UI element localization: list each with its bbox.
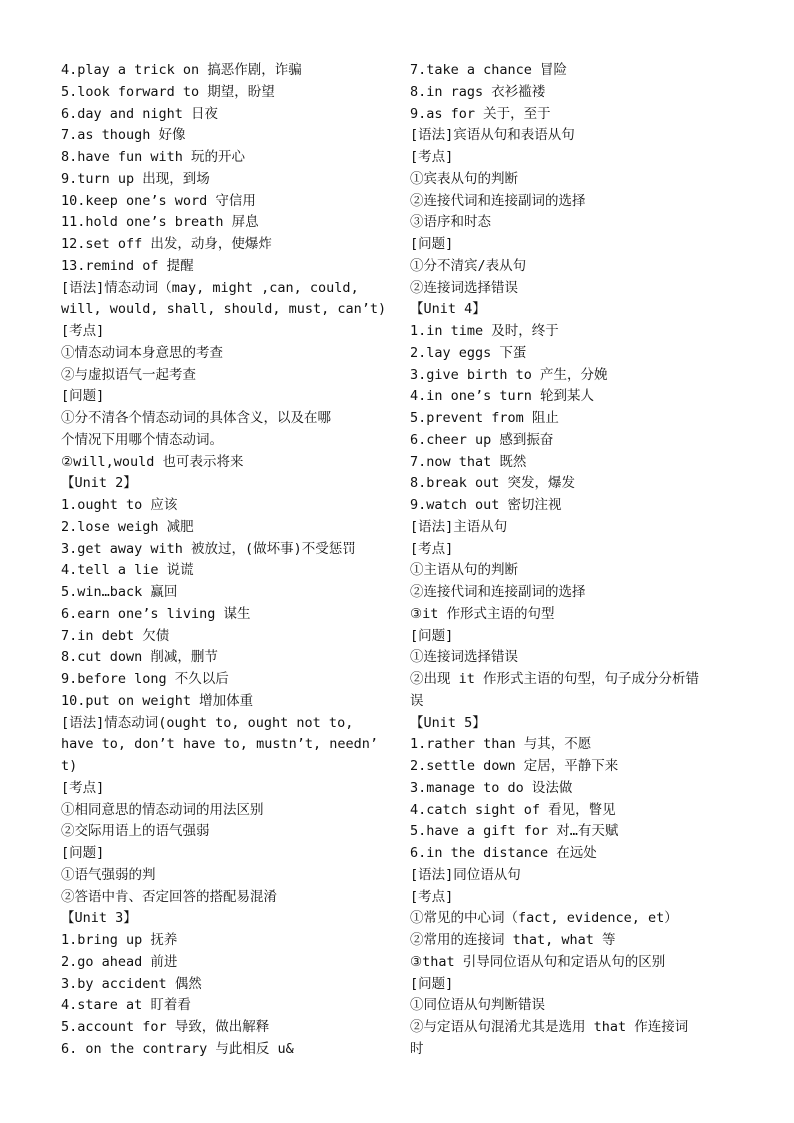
right-column-line: 3.give birth to 产生，分娩 (410, 366, 608, 383)
left-column-line: 【Unit 2】 (61, 475, 137, 492)
right-column-line: 时 (410, 1040, 424, 1057)
left-column-line: [语法]情态动词(ought to, ought not to, (61, 714, 354, 731)
left-column-line: 5.look forward to 期望，盼望 (61, 83, 275, 100)
right-column-line: [语法]宾语从句和表语从句 (410, 127, 575, 144)
right-column-line: ①同位语从句判断错误 (410, 997, 545, 1014)
left-column-line: 10.put on weight 增加体重 (61, 692, 254, 709)
right-column-line: 【Unit 4】 (410, 301, 486, 318)
left-column-line: have to, don’t have to, mustn’t, needn’ (61, 736, 378, 753)
right-column-line: [考点] (410, 149, 454, 165)
right-column-line: 9.as for 关于，至于 (410, 105, 551, 122)
left-column (61, 60, 391, 1061)
right-column-line: 6.cheer up 感到振奋 (410, 431, 554, 448)
right-column-line: ①主语从句的判断 (410, 562, 518, 579)
right-column-line: [问题] (410, 627, 454, 644)
left-column-line: 4.tell a lie 说谎 (61, 562, 194, 579)
right-column-line: ②连接代词和连接副词的选择 (410, 584, 586, 600)
left-column-line: 8.cut down 削减，删节 (61, 649, 218, 666)
left-column-line: 7.in debt 欠债 (61, 627, 170, 644)
right-column-line: [考点] (410, 888, 454, 905)
left-column-line: 9.before long 不久以后 (61, 671, 229, 687)
right-column (410, 60, 740, 1061)
right-column-line: ①常见的中心词（fact, evidence, et） (410, 910, 678, 927)
left-column-line: 5.win…back 赢回 (61, 584, 178, 600)
right-column-line: 1.rather than 与其，不愿 (410, 736, 592, 753)
right-column-line: ③it 作形式主语的句型 (410, 605, 555, 622)
right-column-line: ①连接词选择错误 (410, 649, 518, 666)
left-column-line: 3.get away with 被放过，(做坏事)不受惩罚 (61, 540, 356, 557)
left-column-line: ①语气强弱的判 (61, 866, 156, 883)
right-column-line: [语法]同位语从句 (410, 866, 521, 883)
right-column-line: 7.now that 既然 (410, 453, 527, 470)
left-column-line: ①相同意思的情态动词的用法区别 (61, 801, 264, 818)
right-column-line: 8.in rags 衣衫褴褛 (410, 83, 546, 100)
right-column-line: 2.settle down 定居，平静下来 (410, 758, 619, 774)
left-column-line: 【Unit 3】 (61, 910, 137, 927)
left-column-line: t) (61, 758, 78, 774)
left-column-line: 4.stare at 盯着看 (61, 997, 191, 1014)
left-column-line: ②交际用语上的语气强弱 (61, 823, 210, 840)
left-column-line: [问题] (61, 845, 105, 861)
right-column-line: 9.watch out 密切注视 (410, 497, 562, 513)
left-column-line: ①分不清各个情态动词的具体含义，以及在哪 (61, 410, 331, 426)
left-column-line: 12.set off 出发，动身，使爆炸 (61, 236, 272, 252)
right-column-line: 4.catch sight of 看见，瞥见 (410, 801, 616, 818)
left-column-line: 个情况下用哪个情态动词。 (61, 431, 223, 448)
left-column-line: ②与虚拟语气一起考查 (61, 366, 196, 383)
right-column-line: ②连接代词和连接副词的选择 (410, 192, 586, 209)
right-column-line: 2.lay eggs 下蛋 (410, 344, 527, 361)
right-column-line: ②与定语从句混淆尤其是选用 that 作连接词 (410, 1019, 689, 1035)
left-column-line: 4.play a trick on 搞恶作剧，诈骗 (61, 62, 302, 78)
right-column-line: [问题] (410, 975, 454, 992)
right-column-line: 7.take a chance 冒险 (410, 62, 568, 78)
right-column-line: 8.break out 突发，爆发 (410, 475, 576, 492)
right-column-line: [语法]主语从句 (410, 518, 508, 535)
left-column-line: 6.earn one’s living 谋生 (61, 605, 251, 622)
right-column-line: [考点] (410, 540, 454, 557)
right-column-line: 3.manage to do 设法做 (410, 779, 573, 796)
left-column-line: ②will,would 也可表示将来 (61, 453, 244, 470)
right-column-line: 1.in time 及时，终于 (410, 323, 559, 339)
left-column-line: 13.remind of 提醒 (61, 257, 194, 274)
left-column-line: [语法]情态动词（may, might ,can, could, (61, 279, 359, 296)
left-column-line: ①情态动词本身意思的考查 (61, 344, 223, 361)
right-column-line: ①宾表从句的判断 (410, 170, 518, 187)
left-column-line: 2.lose weigh 减肥 (61, 518, 194, 535)
left-column-line: 8.have fun with 玩的开心 (61, 149, 246, 165)
right-column-line: 5.prevent from 阻止 (410, 410, 559, 426)
left-column-line: 5.account for 导致，做出解释 (61, 1019, 270, 1035)
left-column-line: will, would, shall, should, must, can’t) (61, 301, 387, 318)
left-column-line: [考点] (61, 323, 105, 339)
left-column-line: [问题] (61, 388, 105, 405)
right-column-line: ③语序和时态 (410, 214, 491, 231)
left-column-line: 1.bring up 抚养 (61, 932, 178, 948)
left-column-line: 2.go ahead 前进 (61, 953, 178, 970)
left-column-line: 10.keep one’s word 守信用 (61, 192, 256, 209)
right-column-line: ②常用的连接词 that, what 等 (410, 932, 616, 948)
right-column-line: [问题] (410, 236, 454, 252)
right-column-line: 5.have a gift for 对…有天赋 (410, 823, 619, 840)
right-column-line: 4.in one’s turn 轮到某人 (410, 388, 595, 405)
right-column-line: 【Unit 5】 (410, 714, 486, 731)
left-column-line: 6. on the contrary 与此相反 u& (61, 1040, 294, 1057)
right-column-line: ②连接词选择错误 (410, 279, 518, 296)
left-column-line: 3.by accident 偶然 (61, 975, 202, 992)
right-column-line: ①分不清宾/表从句 (410, 257, 527, 274)
right-column-line: ②出现 it 作形式主语的句型，句子成分分析错 (410, 671, 700, 687)
left-column-line: ②答语中肯、否定回答的搭配易混淆 (61, 888, 277, 905)
left-column-line: 11.hold one’s breath 屏息 (61, 214, 259, 231)
right-column-line: 6.in the distance 在远处 (410, 845, 597, 861)
left-column-line: 7.as though 好像 (61, 127, 186, 144)
left-column-line: 6.day and night 日夜 (61, 105, 219, 122)
right-column-line: ③that 引导同位语从句和定语从句的区别 (410, 953, 666, 970)
left-column-line: 9.turn up 出现，到场 (61, 170, 210, 187)
right-column-line: 误 (410, 692, 424, 709)
left-column-line: [考点] (61, 779, 105, 796)
left-column-line: 1.ought to 应该 (61, 497, 178, 513)
